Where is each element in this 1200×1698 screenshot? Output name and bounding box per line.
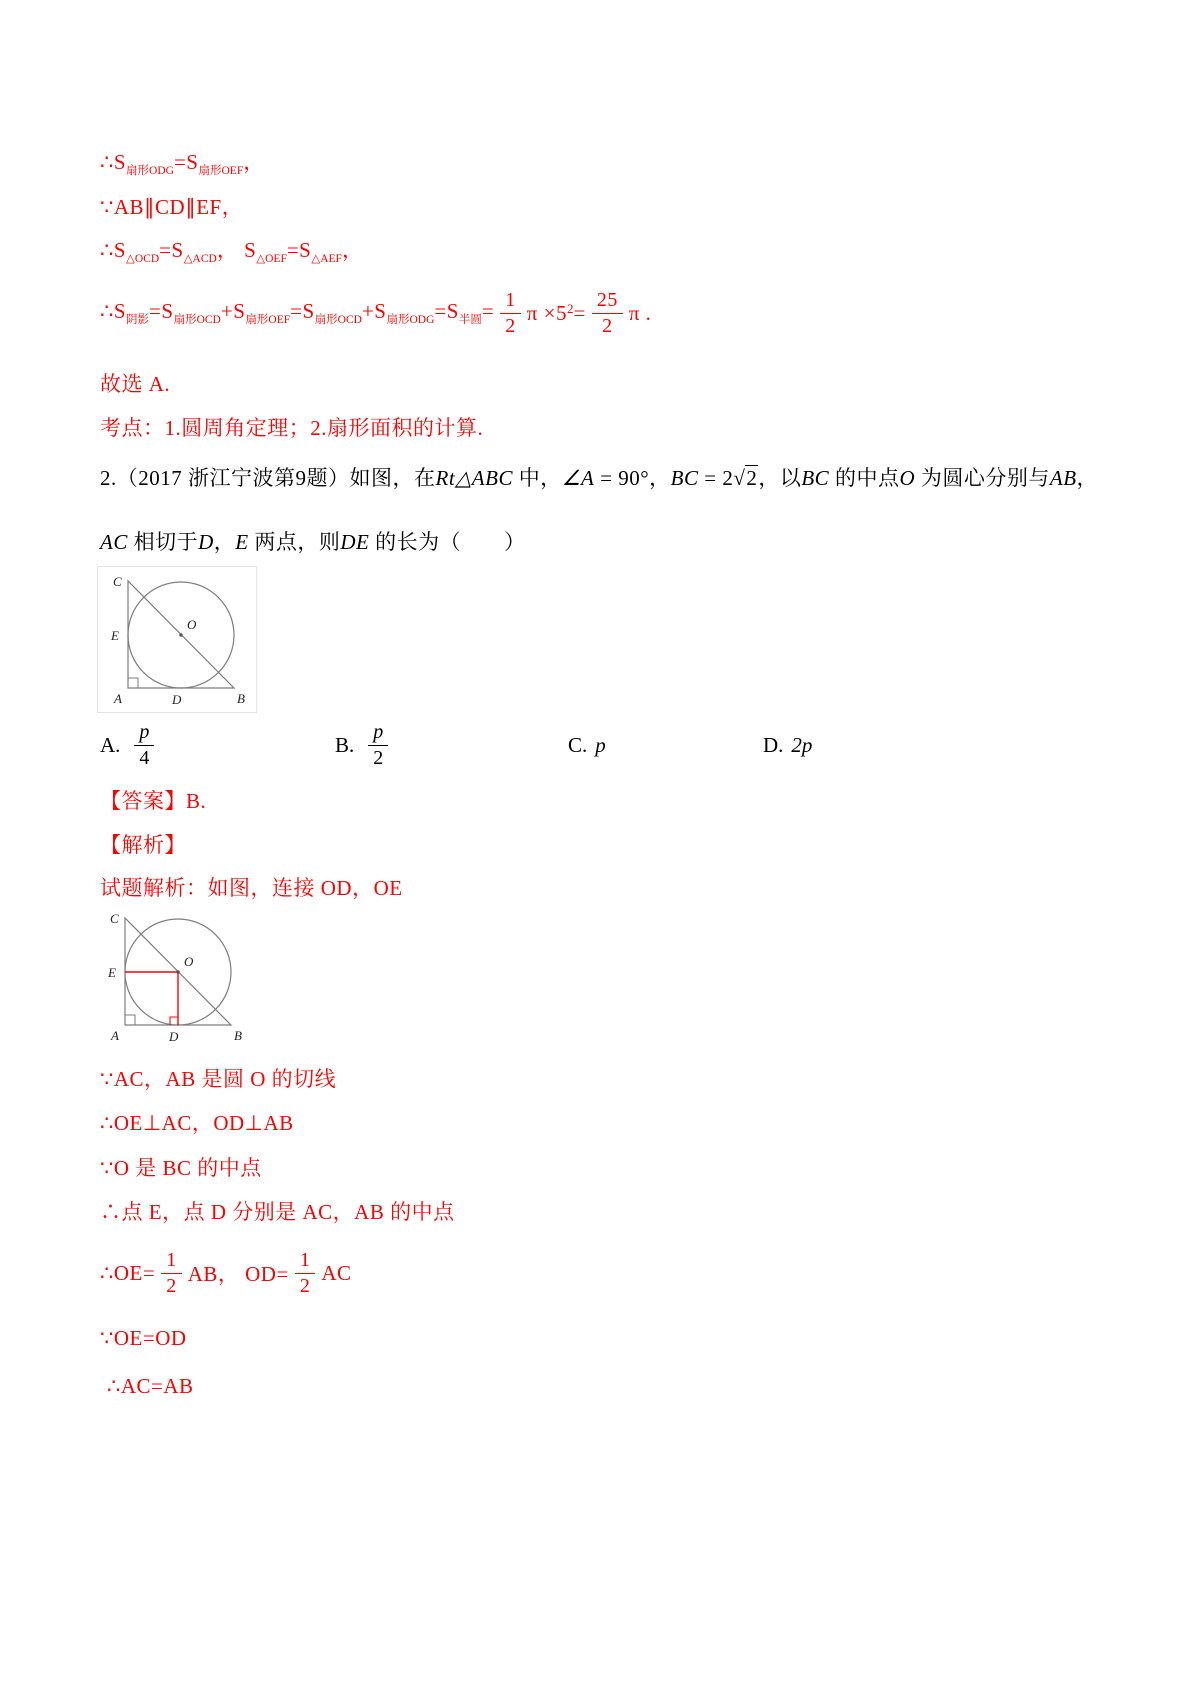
red-right-angle-marker-D (170, 1017, 178, 1025)
text-run: ∴S (100, 150, 127, 174)
text-run: =S (286, 238, 312, 262)
option-D-value: 2p (791, 732, 813, 757)
solution1-keypoints: 考点：1.圆周角定理；2.扇形面积的计算. (100, 416, 484, 440)
option-C-label: C. (568, 732, 588, 757)
geometry-figure-2 (95, 904, 255, 1049)
analysis-intro: 试题解析：如图，连接 OD，OE (100, 876, 403, 900)
radical-sign: √ (733, 466, 746, 490)
math-run: BC (801, 466, 830, 490)
option-D (763, 719, 812, 771)
option-B-label: B. (335, 732, 355, 757)
text-run: ， S (216, 238, 257, 262)
solution1-line-1 (100, 146, 265, 178)
text-run: =S (159, 238, 184, 262)
step-4: ∴点 E，点 D 分别是 AC，AB 的中点 (100, 1200, 455, 1224)
label-E: E (111, 628, 119, 643)
option-C-value: p (595, 732, 606, 757)
subscript: 扇形ODG (126, 165, 174, 177)
text-run: =S (173, 150, 199, 174)
label-B: B (234, 1028, 242, 1043)
step-7: ∴AC=AB (107, 1374, 194, 1398)
equation-run: AC (321, 1260, 352, 1285)
equation-run: $\pi \times 5^2=$ (526, 300, 586, 325)
text-run: ， (243, 150, 265, 174)
math-run: DE (340, 530, 370, 554)
subscript: 扇形OEF (198, 165, 244, 177)
label-O: O (187, 617, 197, 632)
step-6: ∵OE=OD (100, 1326, 187, 1350)
subscript: △OEF (256, 253, 287, 265)
superscript: 2 (566, 300, 574, 316)
label-A: A (114, 691, 122, 706)
analysis-header: 【解析】 (100, 833, 186, 857)
text-run: ， (341, 238, 364, 262)
subscript: △ACD (183, 253, 217, 265)
option-B (335, 719, 394, 771)
label-A: A (111, 1028, 119, 1043)
math-run: D (198, 530, 214, 554)
step-3: ∵O 是 BC 的中点 (100, 1156, 262, 1180)
fraction-one-half: $\frac{1}{2}$ (295, 1249, 316, 1298)
problem2-statement-line-2: AC 相切于D，E 两点，则DE 的长为（ ） (100, 530, 526, 554)
subscript: △OCD (126, 253, 160, 265)
option-D-label: D. (763, 732, 784, 757)
math-run: AB (1049, 466, 1077, 490)
option-A-fraction: $\frac{p}{4}$ (134, 721, 154, 770)
math-run: ∠A (561, 466, 595, 490)
problem2-statement-line-1: 2.（2017 浙江宁波第9题）如图，在Rt△ABC 中，∠A = 90°，BC = 2√2，以BC 的中点O 为圆心分别与AB， (100, 466, 1099, 490)
solution1-line-4 (100, 285, 651, 341)
step-2: ∴OE⊥AC，OD⊥AB (100, 1111, 294, 1135)
step-1: ∵AC，AB 是圆 O 的切线 (100, 1067, 337, 1091)
geometry-figure-1 (97, 566, 257, 713)
fraction-one-half: $\frac{1}{2}$ (500, 289, 521, 338)
equation-run: π . (628, 300, 652, 325)
equation-run: AB， OD= (187, 1262, 289, 1286)
subscript: △AEF (311, 253, 342, 265)
option-C (568, 719, 606, 771)
option-B-fraction: $\frac{p}{2}$ (368, 721, 388, 770)
answer-line: 【答案】B. (100, 789, 207, 813)
solution1-conclusion: 故选 A. (100, 372, 171, 396)
fraction-one-half: $\frac{1}{2}$ (161, 1249, 182, 1298)
label-C: C (110, 911, 119, 926)
radicand: 2 (746, 466, 758, 490)
triangle-circle-diagram (98, 567, 256, 707)
equation-run: $\therefore S_{阴影}=S_{扇形OCD}+S_{扇形OEF}=S_{扇形OCD}+S_{扇形ODG}=S_{半圆}=$ (100, 299, 495, 326)
math-run: Rt△ABC (435, 466, 513, 490)
step-5 (100, 1245, 352, 1301)
triangle-circle-diagram-with-construction (95, 904, 255, 1044)
text-run: 2.（2017 浙江宁波第9题）如图，在 (100, 466, 436, 490)
label-O: O (184, 954, 194, 969)
label-D: D (169, 1029, 179, 1044)
option-A-label: A. (100, 732, 121, 757)
label-B: B (237, 691, 245, 706)
equation-run: ∴OE= (100, 1260, 156, 1285)
math-run: BC (670, 466, 699, 490)
label-E: E (108, 965, 116, 980)
fraction-25-2: $\frac{25}{2}$ (592, 289, 623, 338)
math-run: AC (100, 530, 128, 554)
option-A (100, 719, 160, 771)
math-run: O (899, 466, 916, 490)
solution1-line-2: ∵AB∥CD∥EF， (100, 195, 244, 219)
label-D: D (172, 692, 182, 707)
solution1-line-3 (100, 234, 363, 265)
text-run: ∴S (100, 238, 127, 262)
math-run: E (235, 530, 249, 554)
label-C: C (113, 574, 122, 589)
